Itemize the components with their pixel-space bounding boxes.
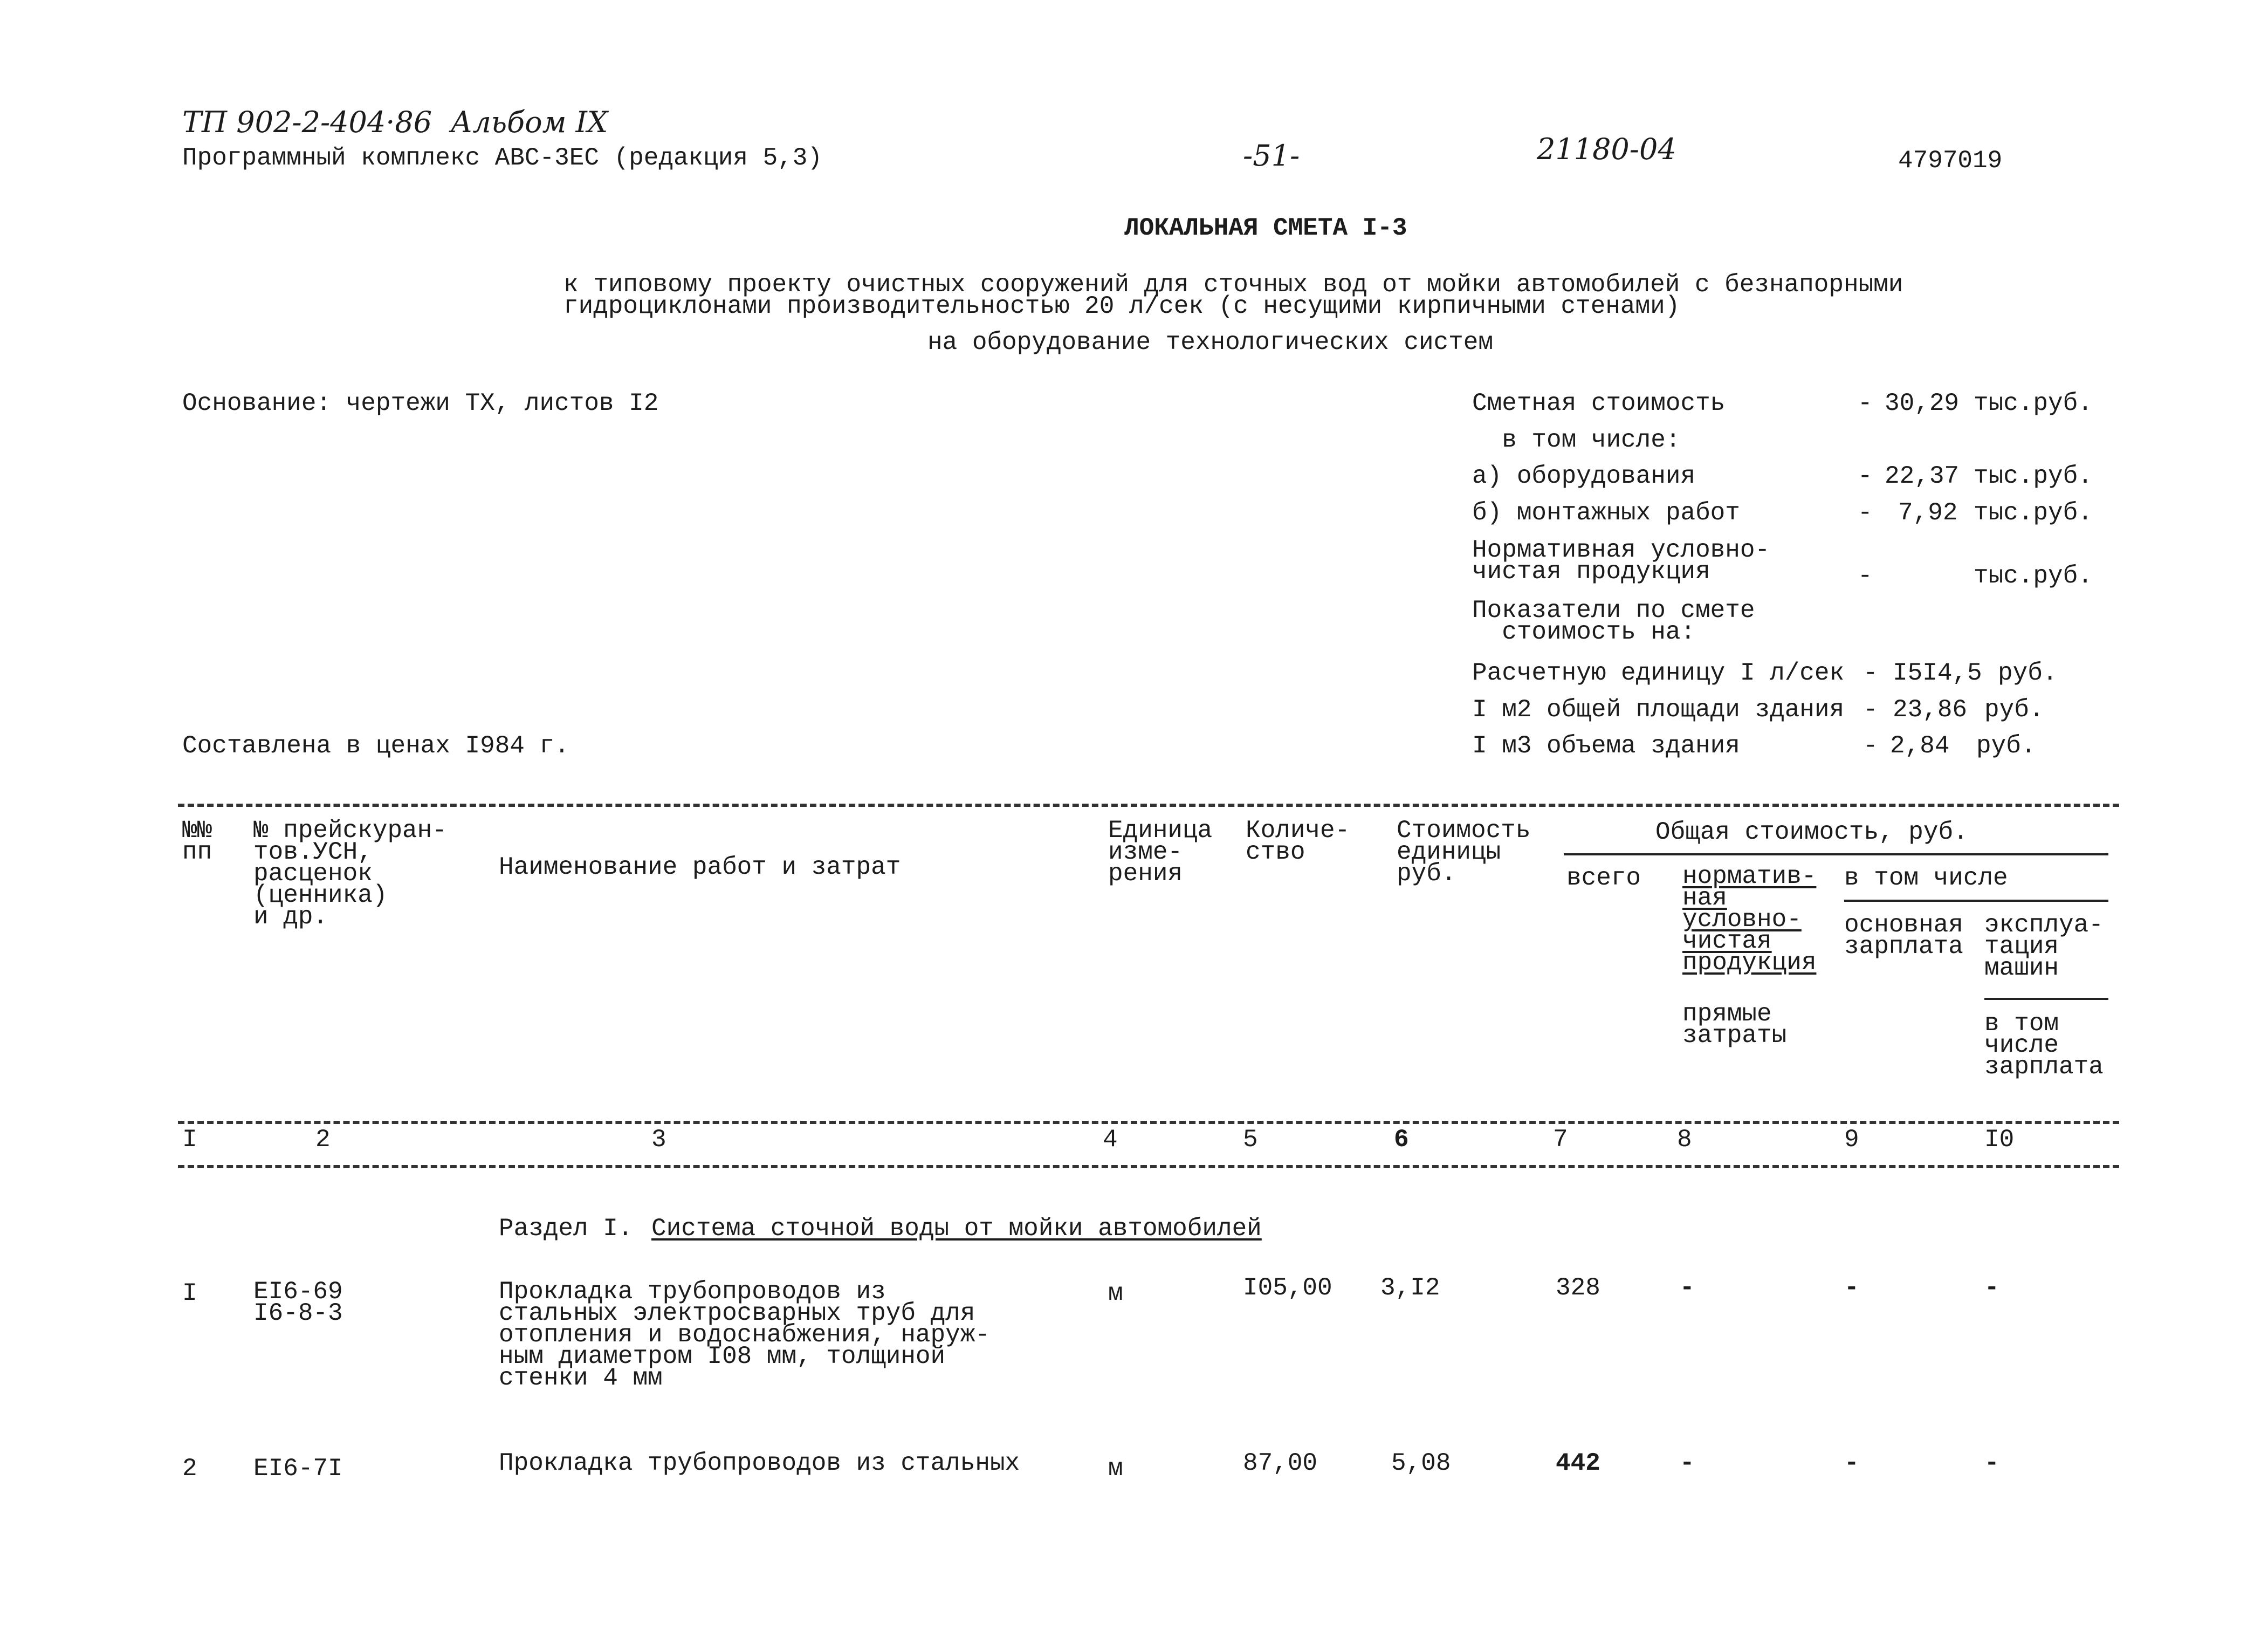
summary-label: б) монтажных работ — [1472, 499, 1740, 527]
summary-value: 30,29 — [1885, 389, 1960, 417]
row-machines: - — [1984, 1274, 1999, 1302]
summary-unit: тыс.руб. — [1974, 389, 2093, 417]
summary-label: Нормативная условно- чистая продукция — [1472, 536, 1770, 586]
summary-value: 2,84 — [1890, 732, 1950, 760]
row-quantity: 87,00 — [1243, 1449, 1318, 1477]
column-number: 8 — [1677, 1126, 1692, 1154]
header-direct-costs: прямые затраты — [1682, 1000, 1787, 1050]
summary-dash: - — [1863, 732, 1878, 760]
program-name: Программный комплекс АВС-3ЕС (редакция 5,3) — [182, 144, 822, 172]
header-row-number: №№ пп — [182, 817, 212, 866]
row-unit: м — [1108, 1279, 1123, 1307]
column-number: 2 — [315, 1126, 331, 1154]
summary-value: 22,37 — [1885, 462, 1960, 490]
row-machines: - — [1984, 1449, 1999, 1477]
summary-value: 23,86 — [1893, 696, 1968, 724]
summary-unit: тыс.руб. — [1974, 562, 2093, 590]
total-group-rule — [1564, 853, 2108, 855]
header-unit: Единица изме- рения — [1108, 817, 1213, 888]
column-number: I0 — [1984, 1126, 2015, 1154]
summary-unit: руб. — [1984, 696, 2044, 724]
column-number: I — [182, 1126, 197, 1154]
summary-dash: - — [1858, 562, 1873, 590]
summary-dash: - — [1858, 389, 1873, 417]
header-unit-cost: Стоимость единицы руб. — [1397, 817, 1531, 888]
handwritten-album-ref: ТП 902-2-404·86 Альбом IX — [182, 105, 608, 139]
header-total-cost-group: Общая стоимость, руб. — [1655, 818, 1968, 846]
summary-unit: тыс.руб. — [1974, 499, 2093, 527]
column-number: 3 — [651, 1126, 666, 1154]
column-number: 6 — [1394, 1126, 1409, 1154]
row-work-name: Прокладка трубопроводов из стальных — [499, 1449, 1020, 1477]
column-number: 5 — [1243, 1126, 1258, 1154]
title-line-1: к типовому проекту очистных сооружений для сточных вод от мойки автомобилей с безнапорными — [563, 271, 1903, 299]
summary-unit: руб. — [1976, 732, 2036, 760]
handwritten-code: 21180-04 — [1537, 132, 1676, 166]
summary-dash: - — [1863, 659, 1878, 687]
summary-dash: - — [1858, 462, 1873, 490]
column-numbers-rule — [178, 1165, 2119, 1168]
prices-year: Составлена в ценах I984 г. — [182, 732, 569, 760]
summary-dash: - — [1863, 696, 1878, 724]
row-total: 442 — [1556, 1449, 1600, 1477]
summary-label: Расчетную единицу I л/сек — [1472, 659, 1845, 687]
row-number: I — [182, 1279, 197, 1307]
row-normative: - — [1680, 1449, 1695, 1477]
summary-label: Сметная стоимость — [1472, 389, 1726, 417]
summary-label: в том числе: — [1472, 426, 1681, 454]
summary-label: а) оборудования — [1472, 462, 1696, 490]
row-salary: - — [1844, 1274, 1859, 1302]
section-title: Система сточной воды от мойки автомобилей — [651, 1215, 1262, 1243]
basis-text: Основание: чертежи ТХ, листов I2 — [182, 389, 659, 417]
section-prefix: Раздел I. — [499, 1215, 633, 1243]
page-number: -51- — [1243, 139, 1300, 173]
summary-value: I5I4,5 — [1893, 659, 1982, 687]
column-number: 9 — [1844, 1126, 1859, 1154]
header-normative-product: норматив- ная условно- чистая продукция — [1682, 862, 1817, 977]
row-quantity: I05,00 — [1243, 1274, 1332, 1302]
row-normative: - — [1680, 1274, 1695, 1302]
table-top-rule — [178, 804, 2119, 807]
summary-dash: - — [1858, 499, 1873, 527]
header-bottom-rule — [178, 1121, 2119, 1124]
estimate-title: ЛОКАЛЬНАЯ СМЕТА I-3 — [1124, 214, 1407, 242]
summary-unit: тыс.руб. — [1974, 462, 2093, 490]
summary-label: I м2 общей площади здания — [1472, 696, 1845, 724]
including-group-rule — [1844, 900, 2108, 902]
header-machine-operation: эксплуа- тация машин — [1984, 911, 2104, 982]
column-number: 4 — [1103, 1126, 1118, 1154]
header-work-name: Наименование работ и затрат — [499, 853, 901, 881]
row-unit: м — [1108, 1455, 1123, 1483]
column-number: 7 — [1553, 1126, 1568, 1154]
row-code: EI6-7I — [253, 1455, 343, 1483]
row-total: 328 — [1556, 1274, 1600, 1302]
summary-unit: руб. — [1998, 659, 2058, 687]
header-total: всего — [1566, 864, 1641, 892]
header-machine-salary: в том числе зарплата — [1984, 1010, 2104, 1081]
row-number: 2 — [182, 1455, 197, 1483]
row-code: EI6-69 I6-8-3 — [253, 1278, 343, 1327]
row-salary: - — [1844, 1449, 1859, 1477]
header-quantity: Количе- ство — [1246, 817, 1350, 866]
title-line-2: гидроциклонами производительностью 20 л/сек (с несущими кирпичными стенами) — [563, 292, 1680, 320]
machine-rule — [1984, 998, 2108, 1000]
document-number: 4797019 — [1898, 147, 2003, 175]
summary-label: Показатели по смете стоимость на: — [1472, 597, 1755, 646]
title-line-3: на оборудование технологических систем — [927, 328, 1493, 357]
summary-label: I м3 объема здания — [1472, 732, 1740, 760]
row-work-name: Прокладка трубопроводов из стальных электросварных труб для отопления и водоснабжения, наруж- ным диаметром I08 мм, толщиной стенки 4 мм — [499, 1278, 990, 1392]
summary-value: 7,92 — [1898, 499, 1958, 527]
header-including-group: в том числе — [1844, 864, 2008, 892]
header-base-salary: основная зарплата — [1844, 911, 1963, 961]
header-price-code: № прейскуран- тов.УСН, расценок (ценника) и др. — [253, 817, 447, 931]
row-unit-cost: 5,08 — [1391, 1449, 1451, 1477]
row-unit-cost: 3,I2 — [1380, 1274, 1440, 1302]
